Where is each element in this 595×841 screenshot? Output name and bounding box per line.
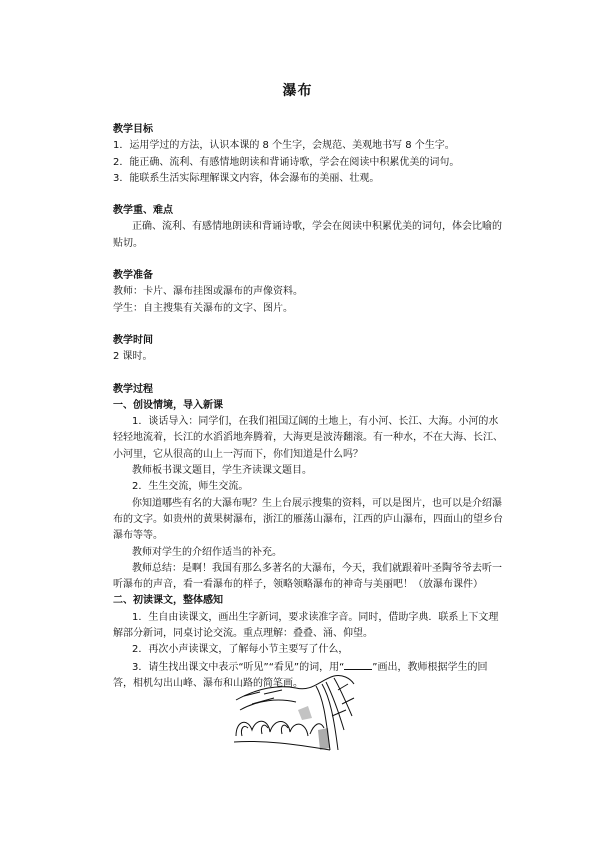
time-text: 2 课时。: [113, 351, 153, 363]
prep-heading: 教学准备: [113, 270, 153, 282]
process-part2-p1: 1．生自由读课文，画出生字新词，要求读准字音。同时，借助字典．联系上下文理解部分新词，同桌讨论交流。重点理解：叠叠、涌、仰望。: [113, 611, 499, 640]
keypoints-text: 正确、流利、有感情地朗读和背诵诗歌，学会在阅读中积累优美的词句，体会比喻的贴切。: [113, 221, 502, 249]
process-part1-heading: 一、创设情境，导入新课: [113, 399, 223, 411]
process-part2-p3-start: 3．请生找出课文中表示“听见”“看见”的词，用“: [132, 661, 345, 673]
process-part1-p2: 教师板书课文题目，学生齐读课文题目。: [132, 465, 312, 477]
process-part1-p4: 你知道哪些有名的大瀑布呢？生上台展示搜集的资料，可以是图片，也可以是介绍瀑布的文字。如贵州的黄果树瀑布，浙江的雁荡山瀑布，江西的庐山瀑布，四面山的望乡台瀑布等等。: [113, 497, 503, 542]
process-part1-p5: 教师对学生的介绍作适当的补充。: [132, 546, 282, 558]
goal-item-2: 2．能正确、流利、有感情地朗读和背诵诗歌，学会在阅读中积累优美的词句。: [113, 156, 460, 168]
document-body: [113, 122, 505, 692]
time-heading: 教学时间: [113, 334, 153, 346]
process-part2-p2: 2．再次小声读课文，了解每小节主要写了什么，: [132, 644, 349, 656]
process-part1-p3: 2．生生交流，师生交流。: [132, 481, 249, 493]
process-part1-p1: 1．谈话导入：同学们，在我们祖国辽阔的土地上，有小河、长江、大海。小河的水轻轻地流着，长江的水滔滔地奔腾着，大海更是波涛翻滚。有一种水，不在大海、长江、小河里，它从很高的山上一泻而下，你们知道是什么吗？: [113, 416, 503, 460]
process-heading: 教学过程: [113, 383, 153, 395]
prep-teacher: 教师：卡片、瀑布挂图或瀑布的声像资料。: [113, 286, 303, 298]
goal-item-3: 3．能联系生活实际理解课文内容，体会瀑布的美丽、壮观。: [113, 172, 380, 184]
prep-student: 学生：自主搜集有关瀑布的文字、图片。: [113, 302, 293, 314]
process-part2-p3-end: ”画出，教师根据学生的回答，相机勾出山峰、瀑布和山路的简笔画。: [113, 661, 488, 689]
keypoints-heading: 教学重、难点: [113, 205, 173, 217]
underline-blank: [344, 659, 372, 670]
goals-heading: 教学目标: [113, 124, 153, 135]
process-part1-p6: 教师总结：是啊！我国有那么多著名的大瀑布，今天，我们就跟着叶圣陶爷爷去听一听瀑布的声音，看一看瀑布的样子，领略领略瀑布的神奇与美丽吧！（放瀑布课件）: [113, 562, 502, 591]
process-part2-heading: 二、初读课文，整体感知: [113, 595, 223, 607]
waterfall-sketch-image: [234, 670, 360, 756]
page-title: 瀑布: [282, 83, 313, 99]
goal-item-1: 1．运用学过的方法，认识本课的 8 个生字，会规范、美观地书写 8 个生字。: [113, 140, 455, 152]
